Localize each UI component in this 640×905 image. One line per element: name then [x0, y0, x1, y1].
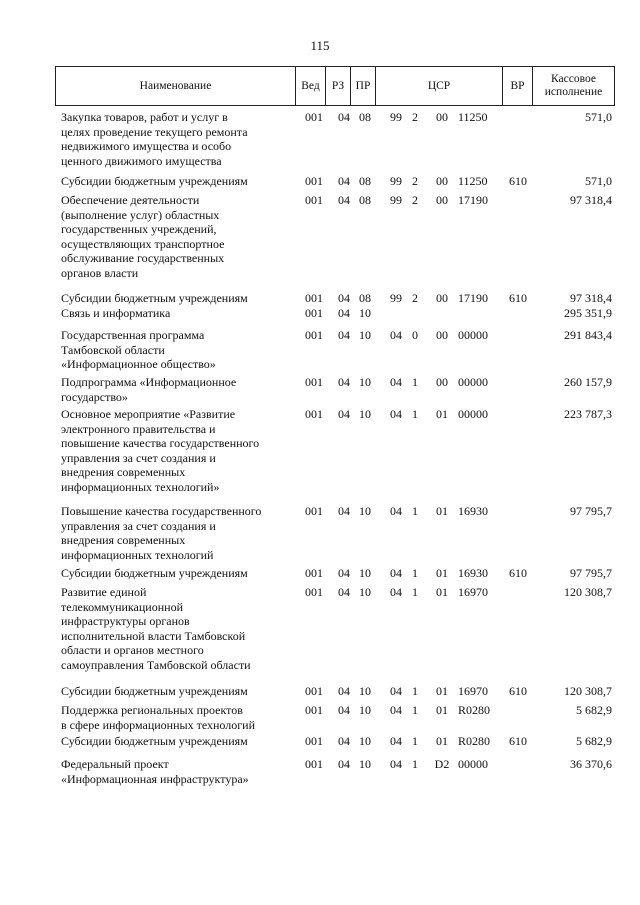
row-amount: 223 787,3 — [564, 407, 612, 421]
row-csr-code: 00000 — [458, 328, 488, 342]
row-pr: 10 — [359, 504, 371, 518]
row-rz: 04 — [338, 174, 350, 188]
header-ved: Вед — [296, 67, 326, 105]
row-rz: 04 — [338, 193, 350, 207]
header-csr: ЦСР — [376, 67, 503, 105]
row-amount: 97 795,7 — [570, 566, 612, 580]
row-rz: 04 — [338, 328, 350, 342]
row-rz: 04 — [338, 585, 350, 599]
row-name-line: Субсидии бюджетным учреждениям — [61, 174, 248, 188]
row-rz: 04 — [338, 734, 350, 748]
row-name-line: Государственная программа — [61, 328, 205, 342]
row-ved: 001 — [305, 734, 323, 748]
row-name-line: Подпрограмма «Информационное — [61, 375, 237, 389]
row-csr-program: 04 — [390, 757, 402, 771]
row-name — [61, 174, 293, 189]
row-name-line: самоуправления Тамбовской области — [61, 657, 251, 672]
row-csr-subprogram: 1 — [412, 734, 418, 748]
row-name-line: Основное мероприятие «Развитие — [61, 407, 236, 421]
row-csr-subprogram: 1 — [412, 703, 418, 717]
row-ved: 001 — [305, 684, 323, 698]
row-name-line: ценного движимого имущества — [61, 153, 222, 168]
row-csr-subprogram: 2 — [412, 193, 418, 207]
row-name-line: в сфере информационных технологий — [61, 717, 256, 732]
row-name — [61, 306, 293, 321]
row-amount: 5 682,9 — [576, 703, 612, 717]
row-csr-subprogram: 1 — [412, 566, 418, 580]
row-name — [61, 328, 293, 372]
header-amount: Кассовое исполнение — [544, 73, 603, 98]
row-rz: 04 — [338, 504, 350, 518]
row-name — [61, 566, 293, 581]
page-number: 115 — [310, 38, 330, 53]
row-name-line: «Информационная инфраструктура» — [61, 771, 249, 786]
row-name — [61, 407, 293, 495]
row-vr: 610 — [509, 734, 527, 748]
row-name-line: информационных технологий — [61, 547, 214, 562]
row-rz: 04 — [338, 306, 350, 320]
row-csr-program: 99 — [390, 174, 402, 188]
row-pr: 10 — [359, 734, 371, 748]
row-name-line: органов власти — [61, 265, 139, 280]
row-name — [61, 734, 293, 749]
row-rz: 04 — [338, 110, 350, 124]
row-pr: 10 — [359, 407, 371, 421]
row-pr: 10 — [359, 566, 371, 580]
row-csr-program: 04 — [390, 407, 402, 421]
row-csr-subprogram: 1 — [412, 585, 418, 599]
row-name-line: Федеральный проект — [61, 757, 169, 771]
row-csr-event: 00 — [436, 193, 448, 207]
row-csr-subprogram: 2 — [412, 291, 418, 305]
row-csr-event: 01 — [436, 585, 448, 599]
header-rz: РЗ — [326, 67, 351, 105]
row-rz: 04 — [338, 757, 350, 771]
row-ved: 001 — [305, 757, 323, 771]
row-name-line: повышение качества государственного — [61, 436, 260, 451]
row-ved: 001 — [305, 407, 323, 421]
row-name-line: Поддержка региональных проектов — [61, 703, 243, 717]
row-csr-code: 11250 — [458, 174, 488, 188]
row-amount: 291 843,4 — [564, 328, 612, 342]
row-csr-event: 01 — [436, 407, 448, 421]
row-csr-program: 04 — [390, 328, 402, 342]
header-name: Наименование — [56, 67, 296, 105]
row-rz: 04 — [338, 566, 350, 580]
row-csr-code: 16970 — [458, 585, 488, 599]
row-csr-subprogram: 0 — [412, 328, 418, 342]
row-csr-code: 00000 — [458, 407, 488, 421]
row-csr-subprogram: 1 — [412, 407, 418, 421]
row-pr: 10 — [359, 684, 371, 698]
row-pr: 08 — [359, 193, 371, 207]
row-pr: 08 — [359, 291, 371, 305]
row-csr-code: 11250 — [458, 110, 488, 124]
row-name-line: государство» — [61, 389, 128, 404]
row-csr-program: 04 — [390, 375, 402, 389]
row-name-line: осуществляющих транспортное — [61, 236, 225, 251]
row-csr-event: 01 — [436, 504, 448, 518]
row-amount: 571,0 — [585, 174, 612, 188]
row-csr-code: 17190 — [458, 193, 488, 207]
row-ved: 001 — [305, 174, 323, 188]
row-csr-event: 00 — [436, 328, 448, 342]
row-name — [61, 291, 293, 306]
row-vr: 610 — [509, 174, 527, 188]
row-csr-subprogram: 1 — [412, 504, 418, 518]
row-ved: 001 — [305, 110, 323, 124]
row-csr-event: 00 — [436, 291, 448, 305]
row-name-line: Повышение качества государственного — [61, 504, 262, 518]
row-csr-program: 04 — [390, 566, 402, 580]
row-ved: 001 — [305, 566, 323, 580]
row-csr-code: R0280 — [458, 703, 491, 717]
row-name — [61, 585, 293, 673]
row-pr: 08 — [359, 110, 371, 124]
row-csr-program: 99 — [390, 291, 402, 305]
row-pr: 10 — [359, 585, 371, 599]
row-name-line: электронного правительства и — [61, 421, 216, 436]
row-csr-program: 04 — [390, 585, 402, 599]
table-header — [55, 66, 615, 106]
row-ved: 001 — [305, 291, 323, 305]
row-csr-event: 00 — [436, 174, 448, 188]
row-name — [61, 375, 293, 404]
row-amount: 97 318,4 — [570, 291, 612, 305]
row-pr: 08 — [359, 174, 371, 188]
row-pr: 10 — [359, 306, 371, 320]
row-ved: 001 — [305, 193, 323, 207]
row-pr: 10 — [359, 328, 371, 342]
row-rz: 04 — [338, 291, 350, 305]
row-pr: 10 — [359, 703, 371, 717]
row-csr-program: 04 — [390, 504, 402, 518]
header-vr: ВР — [503, 67, 533, 105]
row-csr-program: 04 — [390, 703, 402, 717]
row-name-line: внедрения современных — [61, 465, 186, 480]
row-ved: 001 — [305, 375, 323, 389]
row-name-line: инфраструктуры органов — [61, 614, 190, 629]
header-pr: ПР — [351, 67, 376, 105]
row-vr: 610 — [509, 684, 527, 698]
row-ved: 001 — [305, 585, 323, 599]
row-name-line: Субсидии бюджетным учреждениям — [61, 291, 248, 305]
row-name-line: недвижимого имущества и особо — [61, 139, 232, 154]
row-csr-program: 99 — [390, 193, 402, 207]
row-csr-event: 01 — [436, 684, 448, 698]
row-csr-program: 04 — [390, 684, 402, 698]
row-csr-subprogram: 2 — [412, 174, 418, 188]
row-name-line: Субсидии бюджетным учреждениям — [61, 734, 248, 748]
row-name-line: (выполнение услуг) областных — [61, 207, 220, 222]
row-csr-subprogram: 1 — [412, 375, 418, 389]
row-ved: 001 — [305, 306, 323, 320]
row-csr-code: 16930 — [458, 566, 488, 580]
row-csr-event: 00 — [436, 110, 448, 124]
row-amount: 97 795,7 — [570, 504, 612, 518]
row-csr-event: D2 — [434, 757, 450, 771]
row-csr-code: 16970 — [458, 684, 488, 698]
row-name-line: целях проведение текущего ремонта — [61, 124, 248, 139]
row-csr-program: 99 — [390, 110, 402, 124]
row-name-line: обслуживание государственных — [61, 251, 225, 266]
row-name-line: Тамбовской области — [61, 342, 165, 357]
row-pr: 10 — [359, 375, 371, 389]
row-name-line: Связь и информатика — [61, 306, 171, 320]
row-amount: 120 308,7 — [564, 585, 612, 599]
row-name-line: внедрения современных — [61, 533, 186, 548]
row-csr-event: 00 — [436, 375, 448, 389]
row-pr: 10 — [359, 757, 371, 771]
row-name — [61, 703, 293, 732]
row-vr: 610 — [509, 566, 527, 580]
row-name — [61, 684, 293, 699]
row-name-line: Обеспечение деятельности — [61, 193, 200, 207]
row-csr-event: 01 — [436, 703, 448, 717]
row-amount: 5 682,9 — [576, 734, 612, 748]
row-csr-subprogram: 1 — [412, 757, 418, 771]
row-csr-code: 00000 — [458, 757, 488, 771]
row-amount: 36 370,6 — [570, 757, 612, 771]
row-ved: 001 — [305, 328, 323, 342]
row-name-line: Закупка товаров, работ и услуг в — [61, 110, 228, 124]
row-rz: 04 — [338, 407, 350, 421]
row-name-line: информационных технологий» — [61, 479, 220, 494]
row-name — [61, 193, 293, 281]
row-csr-code: R0280 — [458, 734, 491, 748]
row-name — [61, 110, 293, 168]
row-name-line: Субсидии бюджетным учреждениям — [61, 566, 248, 580]
row-ved: 001 — [305, 504, 323, 518]
row-name — [61, 504, 293, 562]
row-name-line: «Информационное общество» — [61, 357, 216, 372]
row-csr-code: 17190 — [458, 291, 488, 305]
row-ved: 001 — [305, 703, 323, 717]
row-csr-subprogram: 2 — [412, 110, 418, 124]
row-csr-event: 01 — [436, 566, 448, 580]
row-name-line: телекоммуникационной — [61, 599, 183, 614]
row-csr-code: 00000 — [458, 375, 488, 389]
row-name-line: области и органов местного — [61, 643, 204, 658]
row-csr-program: 04 — [390, 734, 402, 748]
row-name-line: исполнительной власти Тамбовской — [61, 628, 246, 643]
row-csr-code: 16930 — [458, 504, 488, 518]
row-csr-subprogram: 1 — [412, 684, 418, 698]
row-vr: 610 — [509, 291, 527, 305]
row-amount: 97 318,4 — [570, 193, 612, 207]
row-rz: 04 — [338, 703, 350, 717]
row-rz: 04 — [338, 684, 350, 698]
row-name-line: Развитие единой — [61, 585, 147, 599]
row-name-line: управления за счет создания и — [61, 518, 216, 533]
row-name-line: государственных учреждений, — [61, 222, 217, 237]
row-name — [61, 757, 293, 786]
row-amount: 295 351,9 — [564, 306, 612, 320]
row-amount: 571,0 — [585, 110, 612, 124]
row-amount: 260 157,9 — [564, 375, 612, 389]
row-rz: 04 — [338, 375, 350, 389]
row-amount: 120 308,7 — [564, 684, 612, 698]
row-name-line: управления за счет создания и — [61, 450, 216, 465]
row-name-line: Субсидии бюджетным учреждениям — [61, 684, 248, 698]
row-csr-event: 01 — [436, 734, 448, 748]
